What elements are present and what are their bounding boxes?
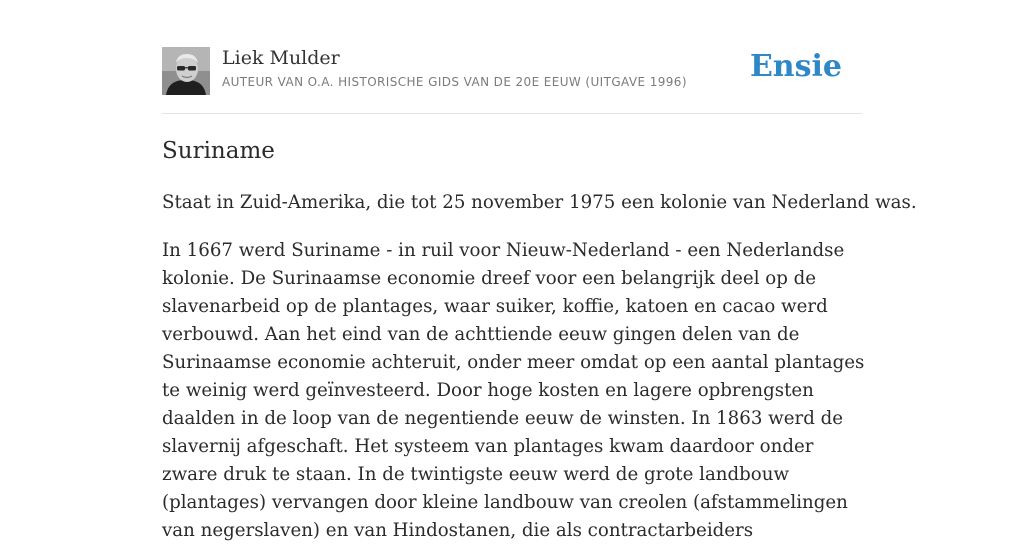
author-header	[162, 46, 862, 114]
avatar[interactable]	[162, 47, 210, 95]
author-description: AUTEUR VAN O.A. HISTORISCHE GIDS VAN DE 20E EEUW (UITGAVE 1996)	[222, 75, 687, 89]
person-portrait-icon	[162, 47, 210, 95]
article-body: In 1667 werd Suriname - in ruil voor Nieuw-Nederland - een Nederlandse kolonie. De Surinaamse economie dreef voor een belangrijk deel op de slavenarbeid op de plantages, waar suiker, koffie, katoen en cacao werd verbouwd. Aan het eind van de achttiende eeuw gingen delen van de Surinaamse economie achteruit, onder meer omdat op een aantal plantages te weinig werd geïnvesteerd. Door hoge kosten en lagere opbrengsten daalden in de loop van de negentiende eeuw de winsten. In 1863 werd de slavernij afgeschaft. Het systeem van plantages kwam daardoor onder zware druk te staan. In de twintigste eeuw werd de grote landbouw (plantages) vervangen door kleine landbouw van creolen (afstammelingen van negerslaven) en van Hindostanen, die als contractarbeiders	[162, 240, 865, 541]
page-title: Suriname	[162, 138, 275, 164]
article-intro: Staat in Zuid-Amerika, die tot 25 november 1975 een kolonie van Nederland was.	[162, 192, 917, 213]
author-name[interactable]: Liek Mulder	[222, 47, 340, 69]
ensie-logo[interactable]: Ensie	[749, 49, 842, 84]
